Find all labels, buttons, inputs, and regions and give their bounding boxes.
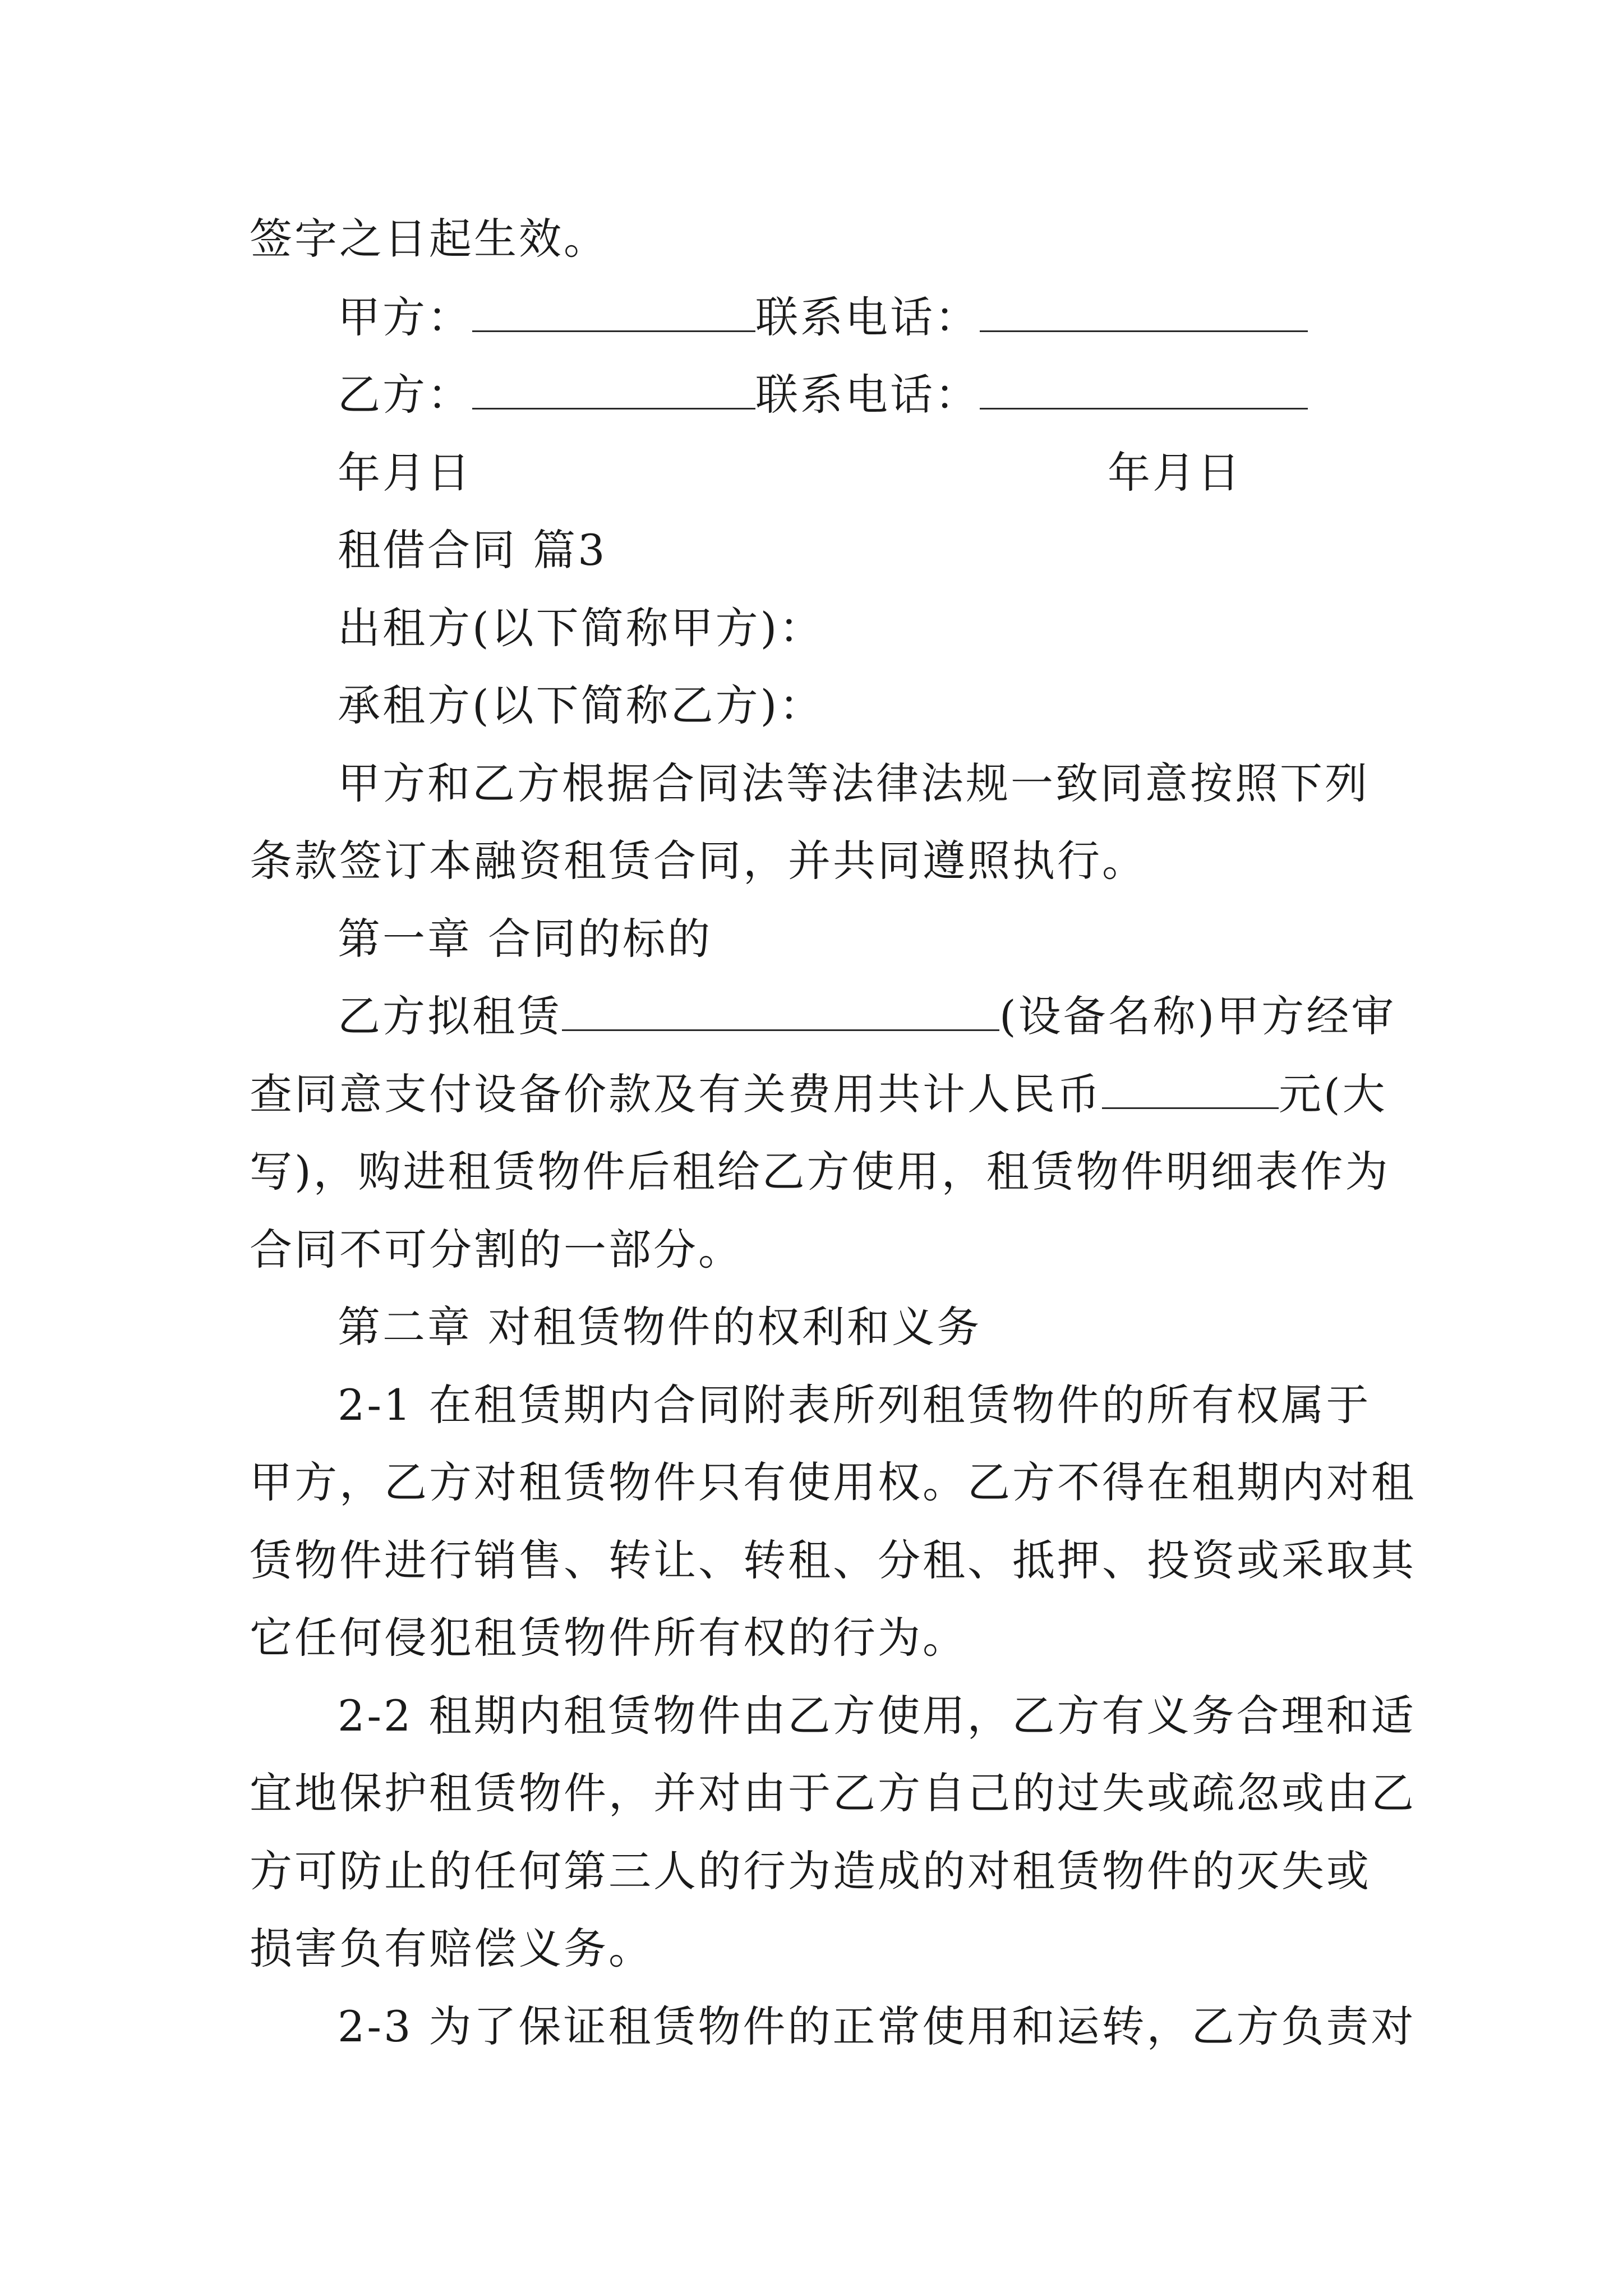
subject-text: 乙方拟租赁 (338, 991, 562, 1041)
subject-line: 合同不可分割的一部分。 (250, 1225, 743, 1274)
party-b-blank (472, 373, 755, 409)
clause-line: 2-2 租期内租赁物件由乙方使用，乙方有义务合理和适 (338, 1691, 1416, 1741)
signature-date-left: 年月日 (338, 448, 472, 498)
phone-a-blank (980, 296, 1308, 332)
party-a-blank (472, 296, 755, 332)
amount-blank (1102, 1073, 1279, 1109)
clause-line: 2-1 在租赁期内合同附表所列租赁物件的所有权属于 (338, 1380, 1371, 1430)
chapter-heading: 第二章 对租赁物件的权利和义务 (338, 1302, 982, 1352)
subject-text: 查同意支付设备价款及有关费用共计人民币 (250, 1069, 1102, 1119)
phone-label-b: 联系电话： (755, 370, 980, 420)
contract-title: 租借合同 篇3 (338, 525, 607, 575)
equipment-name-blank (562, 995, 999, 1031)
clause-line: 甲方，乙方对租赁物件只有使用权。乙方不得在租期内对租 (250, 1457, 1416, 1507)
clause-line: 宜地保护租赁物件，并对由于乙方自己的过失或疏忽或由乙 (250, 1768, 1416, 1818)
phone-label-a: 联系电话： (755, 292, 980, 342)
clause-line: 赁物件进行销售、转让、转租、分租、抵押、投资或采取其 (250, 1535, 1416, 1585)
clause-line: 损害负有赔偿义务。 (250, 1924, 653, 1973)
party-a-label: 甲方： (338, 292, 472, 342)
party-b-signature-row (338, 368, 1308, 422)
signature-date-right: 年月日 (1108, 448, 1242, 498)
subject-line (250, 1068, 1387, 1121)
party-b-label: 乙方： (338, 370, 472, 420)
clause-line: 2-3 为了保证租赁物件的正常使用和运转，乙方负责对 (338, 2001, 1416, 2051)
clause-line: 方可防止的任何第三人的行为造成的对租赁物件的灭失或 (250, 1846, 1371, 1896)
party-a-signature-row (338, 291, 1308, 344)
chapter-heading: 第一章 合同的标的 (338, 914, 713, 964)
lessee-line: 承租方(以下简称乙方)： (338, 680, 824, 730)
text-line: 签字之日起生效。 (250, 214, 608, 264)
subject-line (338, 990, 1396, 1043)
clause-line: 它任何侵犯租赁物件所有权的行为。 (250, 1613, 967, 1663)
intro-line: 甲方和乙方根据合同法等法律法规一致同意按照下列 (338, 758, 1370, 808)
phone-b-blank (980, 373, 1308, 409)
intro-line: 条款签订本融资租赁合同，并共同遵照执行。 (250, 836, 1147, 886)
subject-text: (设备名称)甲方经审 (999, 991, 1396, 1041)
subject-line: 写)，购进租赁物件后租给乙方使用，租赁物件明细表作为 (250, 1147, 1390, 1197)
lessor-line: 出租方(以下简称甲方)： (338, 603, 824, 653)
subject-text: 元(大 (1279, 1069, 1387, 1119)
